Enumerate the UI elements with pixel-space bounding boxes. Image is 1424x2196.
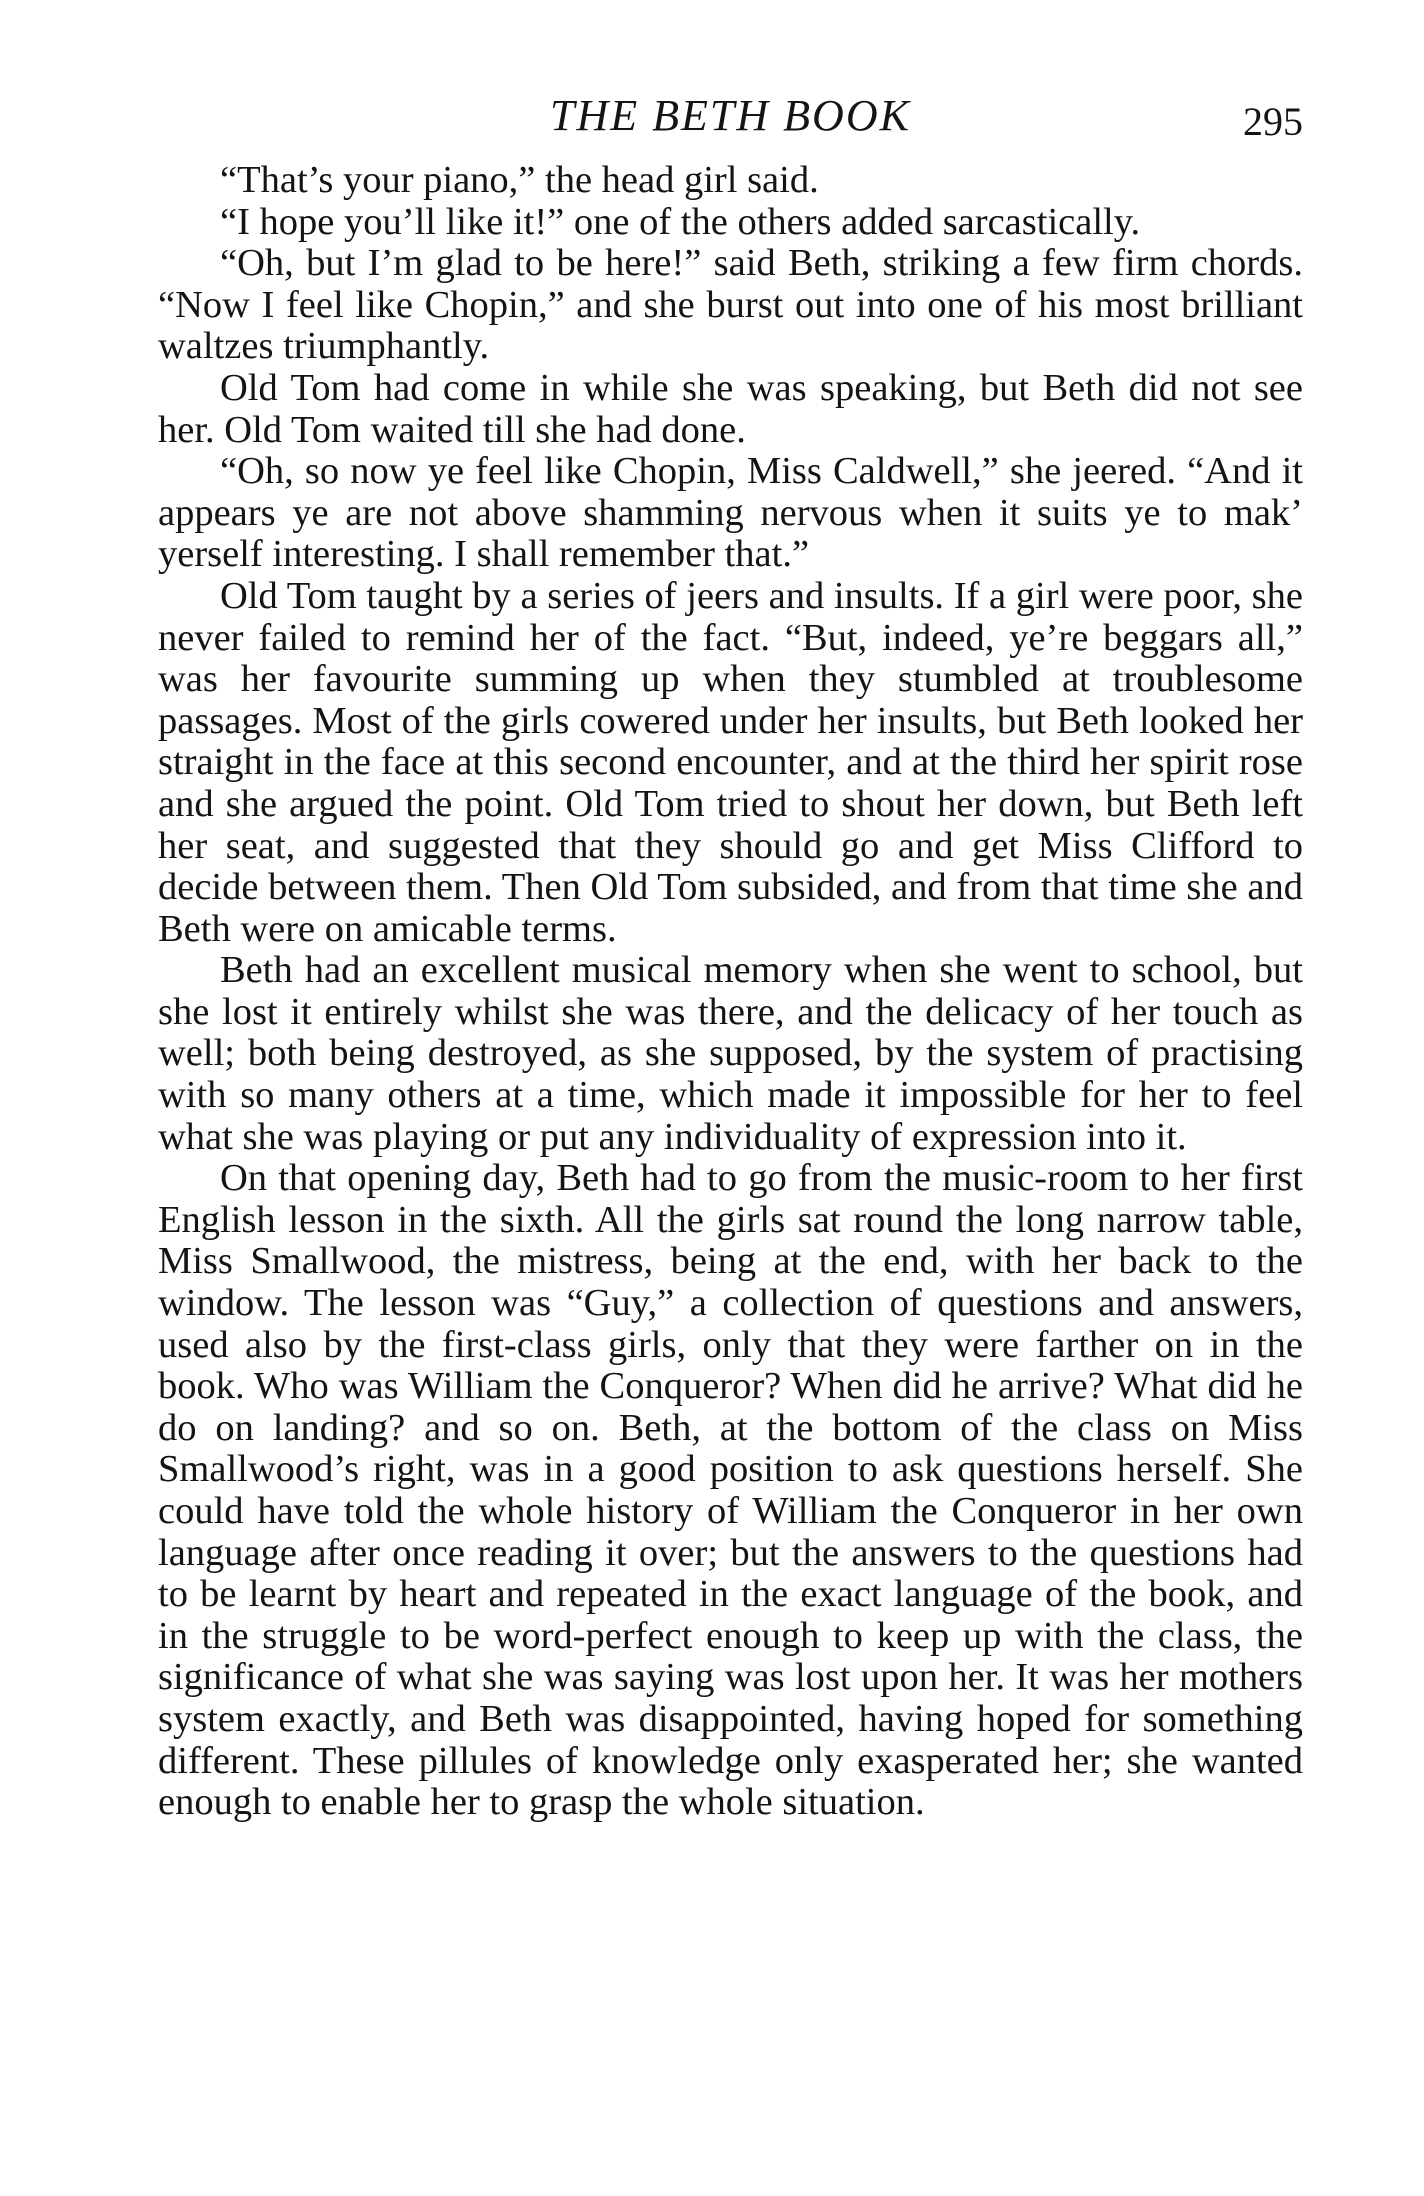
page-number: 295 [1243, 99, 1303, 144]
paragraph: “That’s your piano,” the head girl said. [220, 159, 819, 201]
paragraph: Beth had an excellent musical memory when she went to school, but she lost it entirely whilst she was there, and the delicacy of her touch as well; both being destroyed, as she supposed, by the system of practising with so many others at a time, which made it impossible for her to feel what she was playing or put any individuality of expression into it. [158, 949, 1303, 1158]
paragraph: On that opening day, Beth had to go from the music-room to her first English lesson in the sixth. All the girls sat round the long narrow table, Miss Smallwood, the mistress, being at the end, with her back to the window. The lesson was “Guy,” a collection of questions and answers, used also by the first-class girls, only that they were farther on in the book. Who was William the Conqueror? When did he arrive? What did he do on landing? and so on. Beth, at the bottom of the class on Miss Smallwood’s right, was in a good position to ask questions herself. She could have told the whole history of William the Conqueror in her own language after once reading it over; but the answers to the questions had to be learnt by heart and repeated in the exact language of the book, and in the struggle to be word-perfect enough to keep up with the class, the significance of what she was saying was lost upon her. It was her mothers system exactly, and Beth was disappointed, having hoped for something different. These pillules of knowledge only exasperated her; she wanted enough to enable her to grasp the whole situation. [158, 1157, 1303, 1824]
paragraph: “Oh, but I’m glad to be here!” said Beth, striking a few firm chords. “Now I feel like Chopin,” and she burst out into one of his most brilliant waltzes triumphantly. [158, 242, 1303, 368]
paragraph: Old Tom taught by a series of jeers and insults. If a girl were poor, she never failed to remind her of the fact. “But, indeed, ye’re beggars all,” was her favourite summing up when they stumbled at troublesome passages. Most of the girls cowered under her insults, but Beth looked her straight in the face at this second encounter, and at the third her spirit rose and she argued the point. Old Tom tried to shout her down, but Beth left her seat, and suggested that they should go and get Miss Clifford to decide between them. Then Old Tom subsided, and from that time she and Beth were on amicable terms. [158, 574, 1303, 950]
body-text [158, 160, 1303, 1824]
paragraph: Old Tom had come in while she was speaking, but Beth did not see her. Old Tom waited till she had done. [158, 366, 1303, 451]
paragraph: “I hope you’ll like it!” one of the others added sarcastically. [220, 200, 1141, 243]
paragraph: “Oh, so now ye feel like Chopin, Miss Caldwell,” she jeered. “And it appears ye are not above shamming nervous when it suits ye to mak’ yerself interesting. I shall remember that.” [158, 450, 1303, 576]
running-head: THE BETH BOOK [550, 91, 911, 140]
page-header [158, 88, 1303, 144]
